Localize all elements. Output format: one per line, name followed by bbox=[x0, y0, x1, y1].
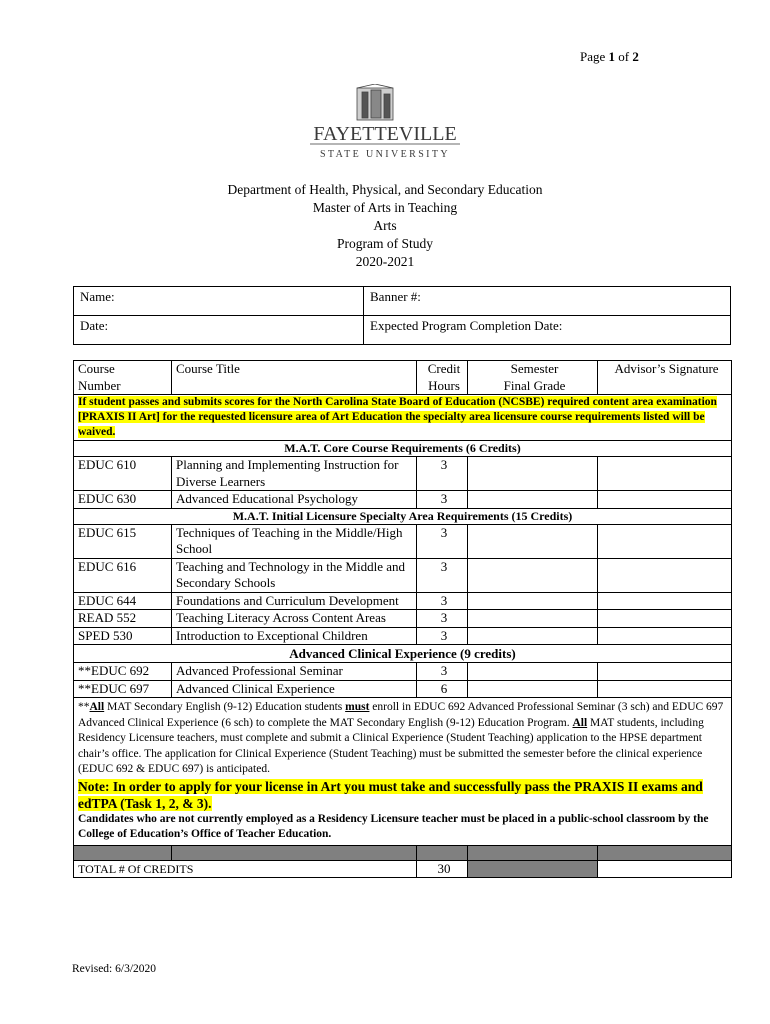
grey-spacer-row bbox=[74, 845, 732, 860]
clinical-experience-heading: Advanced Clinical Experience (9 credits) bbox=[74, 645, 732, 663]
grade-cell[interactable] bbox=[468, 558, 598, 592]
col-advisor-signature: Advisor’s Signature bbox=[598, 361, 732, 395]
col-credit-hours: Credit Hours bbox=[417, 361, 468, 395]
table-row: **EDUC 697 Advanced Clinical Experience 6 bbox=[74, 680, 732, 698]
placement-note: Candidates who are not currently employed as a Residency Licensure teacher must be placed in a public-school classroom by the College of Education’s Office of Teacher Education. bbox=[78, 812, 709, 840]
signature-cell[interactable] bbox=[598, 491, 732, 509]
col-semester-grade: Semester Final Grade bbox=[468, 361, 598, 395]
grade-cell[interactable] bbox=[468, 680, 598, 698]
specialty-requirements-heading: M.A.T. Initial Licensure Specialty Area Requirements (15 Credits) bbox=[74, 508, 732, 524]
table-header-row bbox=[74, 361, 732, 395]
table-row: EDUC 610 Planning and Implementing Instruction for Diverse Learners 3 bbox=[74, 457, 732, 491]
revised-date: Revised: 6/3/2020 bbox=[72, 963, 157, 975]
table-row: **EDUC 692 Advanced Professional Seminar 3 bbox=[74, 663, 732, 681]
col-course-title: Course Title bbox=[172, 361, 417, 395]
table-row: EDUC 615 Techniques of Teaching in the Middle/High School 3 bbox=[74, 524, 732, 558]
heading-title: Program of Study bbox=[337, 236, 433, 251]
praxis-waiver-note: If student passes and submits scores for the North Carolina State Board of Education (NCSBE) required content area examination [PRAXIS II Art] for the requested licensure area of Art Education the specialty area licensure course requirements listed will be waived. bbox=[74, 395, 732, 441]
signature-cell[interactable] bbox=[598, 558, 732, 592]
document-heading bbox=[120, 181, 650, 271]
clinical-footnote: **All MAT Secondary English (9-12) Education students must enroll in EDUC 692 Advanced Professional Seminar (3 sch) and EDUC 697 Advanced Clinical Experience (6 sch) to complete the MAT Secondary English (9-12) Education Program. All MAT students, including Residency Licensure teachers, must complete and submit a Clinical Experience (Student Teaching) application to the HPSE department chair’s office. The application for Clinical Experience (Student Teaching) must be submitted the semester before the clinical experience (EDUC 692 & EDUC 697) is anticipated. Note: In order to apply for your license in Art you must take and successfully pass the PRAXIS II exams and edTPA (Task 1, 2, & 3). Candidates who are not currently employed as a Residency Licensure teacher must be placed in a public-school classroom by the College of Education’s Office of Teacher Education. bbox=[74, 698, 732, 846]
total-row bbox=[74, 860, 732, 878]
logo-name: FAYETTEVILLE bbox=[313, 123, 457, 145]
table-row: EDUC 644 Foundations and Curriculum Development 3 bbox=[74, 592, 732, 610]
col-course-number: Course Number bbox=[74, 361, 172, 395]
name-field[interactable]: Name: bbox=[74, 287, 364, 316]
grade-cell[interactable] bbox=[468, 524, 598, 558]
table-row: EDUC 630 Advanced Educational Psychology 3 bbox=[74, 491, 732, 509]
student-info-table bbox=[73, 286, 731, 345]
grade-cell[interactable] bbox=[468, 627, 598, 645]
signature-cell[interactable] bbox=[598, 592, 732, 610]
signature-cell[interactable] bbox=[598, 524, 732, 558]
total-label: TOTAL # Of CREDITS bbox=[74, 860, 417, 878]
core-requirements-heading: M.A.T. Core Course Requirements (6 Credits) bbox=[74, 441, 732, 457]
banner-field[interactable]: Banner #: bbox=[364, 287, 731, 316]
signature-cell[interactable] bbox=[598, 663, 732, 681]
heading-year: 2020-2021 bbox=[355, 254, 415, 269]
heading-area: Arts bbox=[373, 218, 397, 233]
grade-cell[interactable] bbox=[468, 663, 598, 681]
signature-cell[interactable] bbox=[598, 457, 732, 491]
page-number: Page 1 of 2 bbox=[580, 49, 639, 64]
grade-cell[interactable] bbox=[468, 491, 598, 509]
grade-cell[interactable] bbox=[468, 592, 598, 610]
signature-cell[interactable] bbox=[598, 610, 732, 628]
signature-cell[interactable] bbox=[598, 627, 732, 645]
signature-cell[interactable] bbox=[598, 680, 732, 698]
license-note: Note: In order to apply for your license in Art you must take and successfully pass the PRAXIS II exams and edTPA (Task 1, 2, & 3). bbox=[78, 778, 703, 811]
grade-cell[interactable] bbox=[468, 610, 598, 628]
table-row: SPED 530 Introduction to Exceptional Children 3 bbox=[74, 627, 732, 645]
table-row: EDUC 616 Teaching and Technology in the Middle and Secondary Schools 3 bbox=[74, 558, 732, 592]
program-of-study-table bbox=[73, 360, 732, 878]
completion-date-field[interactable]: Expected Program Completion Date: bbox=[364, 316, 731, 345]
date-field[interactable]: Date: bbox=[74, 316, 364, 345]
table-row: READ 552 Teaching Literacy Across Content Areas 3 bbox=[74, 610, 732, 628]
seal-emblem bbox=[357, 84, 393, 120]
university-logo bbox=[300, 84, 470, 162]
heading-department: Department of Health, Physical, and Secondary Education bbox=[227, 182, 543, 197]
grade-cell[interactable] bbox=[468, 457, 598, 491]
total-credits: 30 bbox=[417, 860, 468, 878]
logo-subtitle: STATE UNIVERSITY bbox=[319, 149, 451, 160]
heading-degree: Master of Arts in Teaching bbox=[312, 200, 458, 215]
